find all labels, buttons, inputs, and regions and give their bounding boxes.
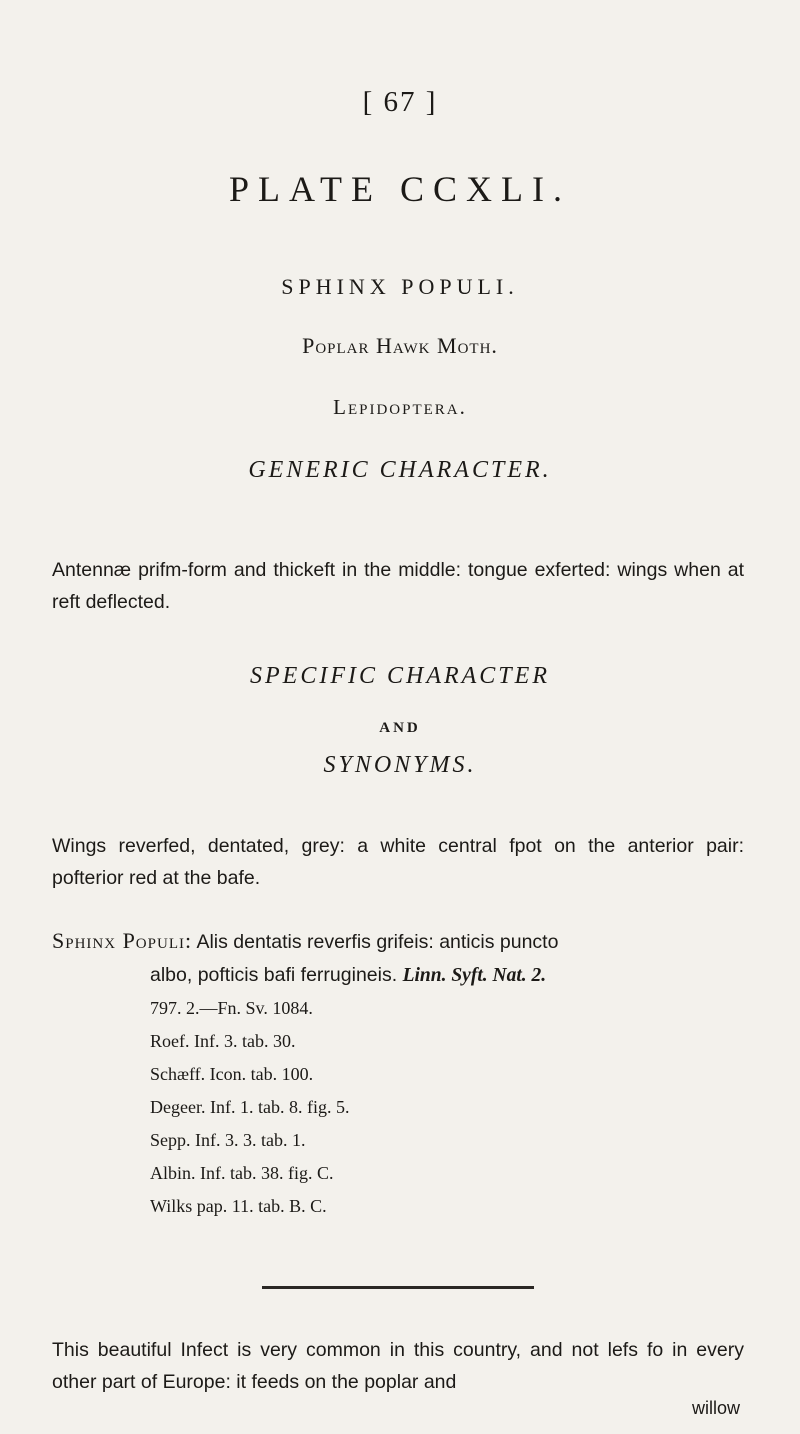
synonym-entry <box>52 924 744 1223</box>
synonym-first-line <box>52 924 744 959</box>
generic-character-text: Antennæ prifm-form and thickeft in the middle: tongue exferted: wings when at reft deflected. <box>52 559 744 613</box>
reference-item: Albin. Inf. tab. 38. fig. C. <box>150 1163 334 1183</box>
reference-item: Degeer. Inf. 1. tab. 8. fig. 5. <box>150 1097 350 1117</box>
reference-item: Wilks pap. 11. tab. B. C. <box>150 1196 327 1216</box>
synonyms-heading: SYNONYMS. <box>323 752 477 778</box>
reference-list <box>52 1025 744 1223</box>
page-number: [ 67 ] <box>362 86 438 118</box>
common-name: Poplar Hawk Moth. <box>302 333 498 358</box>
synonym-line-2: albo, pofticis bafi ferrugineis. Linn. Syft. Nat. 2. <box>150 964 547 986</box>
synonym-name: Sphinx Populi: <box>52 928 193 953</box>
synonym-line-3: 797. 2.—Fn. Sv. 1084. <box>150 998 313 1018</box>
reference-item: Roef. Inf. 3. tab. 30. <box>150 1031 296 1051</box>
section-divider <box>262 1286 534 1289</box>
specific-character-heading: SPECIFIC CHARACTER <box>250 663 550 689</box>
reference-item: Schæff. Icon. tab. 100. <box>150 1064 314 1084</box>
catchword: willow <box>691 1398 740 1418</box>
plate-title: PLATE CCXLI. <box>229 169 571 209</box>
description-paragraph: This beautiful Infect is very common in this country, and not lefs fo in every other part of Europe: it feeds on the poplar and <box>52 1339 744 1393</box>
generic-character-heading: GENERIC CHARACTER. <box>248 457 552 483</box>
and-label: AND <box>379 720 421 736</box>
reference-item: Sepp. Inf. 3. 3. tab. 1. <box>150 1130 306 1150</box>
order-name: Lepidoptera. <box>333 395 467 419</box>
species-name: SPHINX POPULI. <box>281 274 519 299</box>
linnaeus-reference: Linn. Syft. Nat. 2. <box>402 965 547 986</box>
specific-character-text: Wings reverfed, dentated, grey: a white central fpot on the anterior pair: pofterior red at the bafe. <box>52 835 744 889</box>
synonym-description: Alis dentatis reverfis grifeis: anticis puncto <box>196 931 559 953</box>
